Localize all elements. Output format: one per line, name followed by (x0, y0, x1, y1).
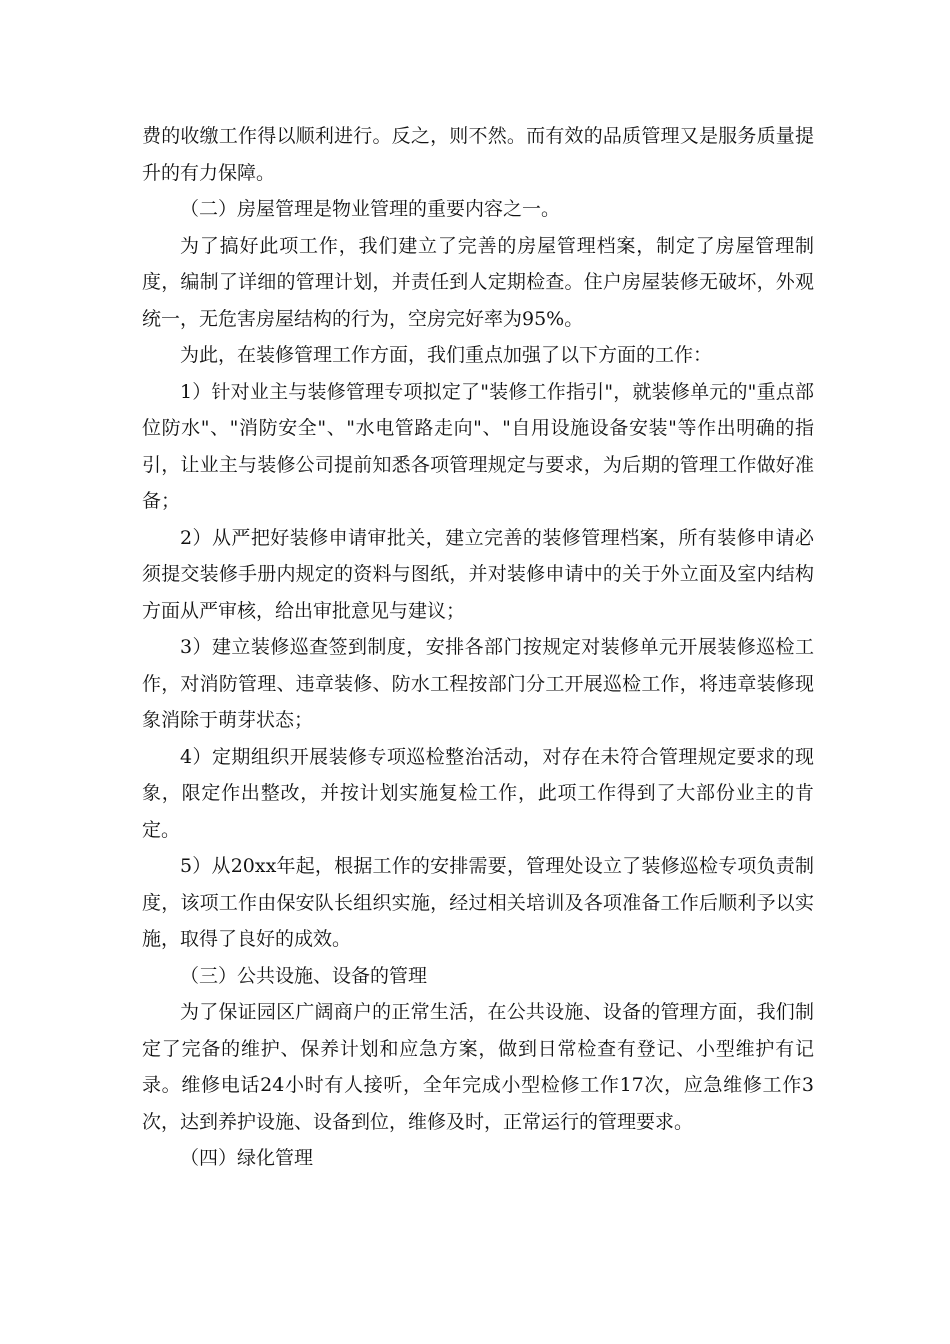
list-item-5: 5）从20xx年起，根据工作的安排需要，管理处设立了装修巡检专项负责制度，该项工作由保安队长组织实施，经过相关培训及各项准备工作后顺利予以实施，取得了良好的成效。 (142, 855, 814, 950)
list-item-3: 3）建立装修巡查签到制度，安排各部门按规定对装修单元开展装修巡检工作，对消防管理、违章装修、防水工程按部门分工开展巡检工作，将违章装修现象消除于萌芽状态； (142, 636, 814, 731)
list-item-4: 4）定期组织开展装修专项巡检整治活动，对存在未符合管理规定要求的现象，限定作出整改，并按计划实施复检工作，此项工作得到了大部份业主的肯定。 (142, 745, 814, 841)
document-body (142, 118, 814, 1177)
paragraph-facilities: 为了保证园区广阔商户的正常生活，在公共设施、设备的管理方面，我们制定了完备的维护、保养计划和应急方案，做到日常检查有登记、小型维护有记录。维修电话24小时有人接听，全年完成小型检修工作17次，应急维修工作3次，达到养护设施、设备到位，维修及时，正常运行的管理要求。 (142, 1001, 814, 1133)
paragraph-housing-archive: 为了搞好此项工作，我们建立了完善的房屋管理档案，制定了房屋管理制度，编制了详细的管理计划，并责任到人定期检查。住户房屋装修无破坏，外观统一，无危害房屋结构的行为，空房完好率为95%。 (142, 234, 814, 330)
paragraph-continuation: 费的收缴工作得以顺利进行。反之，则不然。而有效的品质管理又是服务质量提升的有力保障。 (142, 125, 814, 184)
list-item-1: 1）针对业主与装修管理专项拟定了"装修工作指引"，就装修单元的"重点部位防水"、"消防安全"、"水电管路走向"、"自用设施设备安装"等作出明确的指引，让业主与装修公司提前知悉各项管理规定与要求，为后期的管理工作做好准备； (142, 380, 814, 512)
section-heading-housing: （二）房屋管理是物业管理的重要内容之一。 (180, 198, 561, 220)
list-item-2: 2）从严把好装修申请审批关，建立完善的装修管理档案，所有装修申请必须提交装修手册内规定的资料与图纸，并对装修申请中的关于外立面及室内结构方面从严审核，给出审批意见与建议； (142, 526, 814, 622)
paragraph-renovation-intro: 为此，在装修管理工作方面，我们重点加强了以下方面的工作： (180, 344, 713, 366)
section-heading-facilities: （三）公共设施、设备的管理 (180, 964, 428, 987)
section-heading-greening: （四）绿化管理 (180, 1147, 314, 1169)
